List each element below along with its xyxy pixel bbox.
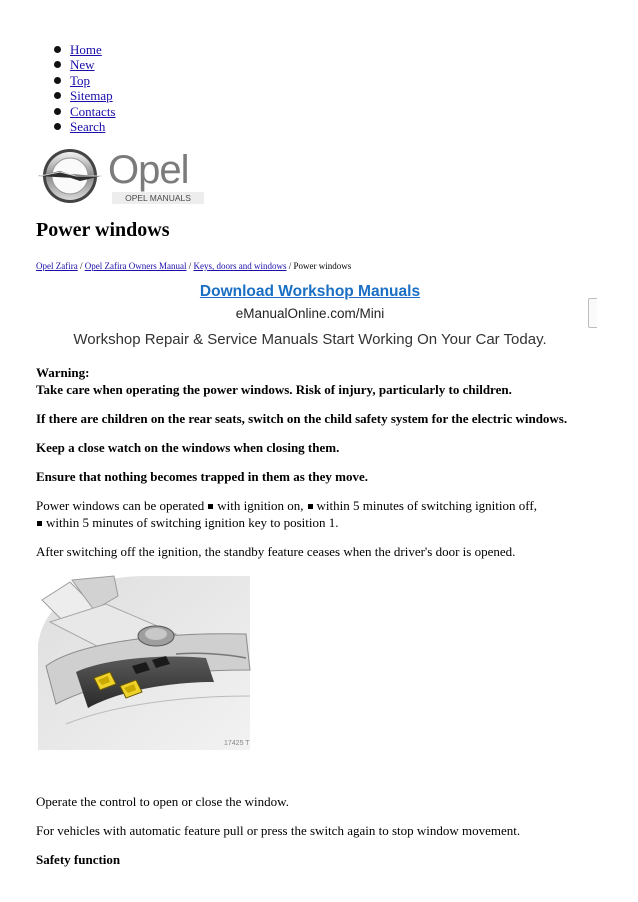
breadcrumb-separator: / [77, 261, 85, 271]
standby-paragraph: After switching off the ignition, the standby feature ceases when the driver's door is opened. [36, 544, 516, 559]
nav-link-sitemap[interactable]: Sitemap [70, 88, 113, 104]
page-title: Power windows [36, 219, 170, 241]
ad-description: Workshop Repair & Service Manuals Start Working On Your Car Today. [73, 331, 547, 348]
breadcrumb-link-opel-zafira[interactable]: Opel Zafira [36, 261, 78, 271]
bullet-icon [54, 123, 61, 130]
logo-wordmark: Opel [108, 148, 189, 192]
bullet-icon [54, 77, 61, 84]
bullet-icon [54, 61, 61, 68]
ad-banner[interactable] [0, 282, 620, 349]
nav-item-sitemap[interactable] [50, 88, 116, 103]
breadcrumb-separator: / [186, 261, 194, 271]
bullet-icon [54, 46, 61, 53]
children-paragraph: If there are children on the rear seats, switch on the child safety system for the electric windows. [36, 411, 568, 426]
door-switch-drawing [36, 574, 252, 750]
article-content [36, 364, 606, 572]
warning-label: Warning: [36, 365, 90, 380]
nav-item-home[interactable] [50, 42, 116, 57]
logo-subtitle: OPEL MANUALS [112, 192, 204, 204]
nav-item-contacts[interactable] [50, 104, 116, 119]
ad-url[interactable]: eManualOnline.com/Mini [235, 306, 385, 321]
warning-block [36, 364, 606, 398]
breadcrumb-separator: / [286, 261, 294, 271]
nav-link-home[interactable]: Home [70, 42, 102, 57]
opel-emblem-icon [36, 146, 106, 208]
operated-paragraph [36, 497, 606, 531]
nav-link-contacts[interactable]: Contacts [70, 103, 116, 119]
safety-function-heading: Safety function [36, 852, 121, 867]
nav-link-new[interactable]: New [70, 57, 95, 73]
breadcrumb-current: Power windows [293, 261, 352, 271]
operated-condition-key-position: within 5 minutes of switching ignition key to position 1. [46, 515, 339, 530]
bullet-icon [54, 108, 61, 115]
bullet-square-icon [308, 504, 313, 509]
nav-item-search[interactable] [50, 119, 116, 134]
nav-item-new[interactable] [50, 57, 116, 72]
operate-paragraph: Operate the control to open or close the window. [36, 794, 289, 809]
operated-condition-ignition-off: within 5 minutes of switching ignition off, [316, 498, 537, 513]
breadcrumb-link-keys-doors-windows[interactable]: Keys, doors and windows [193, 261, 287, 271]
operated-text: Power windows can be operated [36, 498, 205, 513]
bullet-square-icon [208, 504, 213, 509]
nav-item-top[interactable] [50, 73, 116, 88]
ad-side-tab[interactable] [588, 298, 597, 328]
site-nav [50, 42, 116, 134]
warning-text: Take care when operating the power windows. Risk of injury, particularly to children. [36, 382, 512, 397]
nav-link-top[interactable]: Top [70, 72, 91, 88]
figure-code: 17425 T [224, 740, 250, 747]
operated-condition-ignition-on: with ignition on, [217, 498, 304, 513]
nav-link-search[interactable]: Search [70, 118, 106, 134]
breadcrumb [36, 261, 351, 271]
power-window-switch-illustration [36, 574, 252, 750]
lower-content [36, 793, 606, 880]
trapped-paragraph: Ensure that nothing becomes trapped in them as they move. [36, 469, 368, 484]
bullet-square-icon [37, 521, 42, 526]
site-logo[interactable] [36, 146, 206, 208]
bullet-icon [54, 92, 61, 99]
watch-paragraph: Keep a close watch on the windows when closing them. [36, 440, 340, 455]
automatic-paragraph: For vehicles with automatic feature pull or press the switch again to stop window movement. [36, 823, 521, 838]
breadcrumb-link-owners-manual[interactable]: Opel Zafira Owners Manual [84, 261, 187, 271]
ad-title-link[interactable]: Download Workshop Manuals [199, 283, 421, 300]
